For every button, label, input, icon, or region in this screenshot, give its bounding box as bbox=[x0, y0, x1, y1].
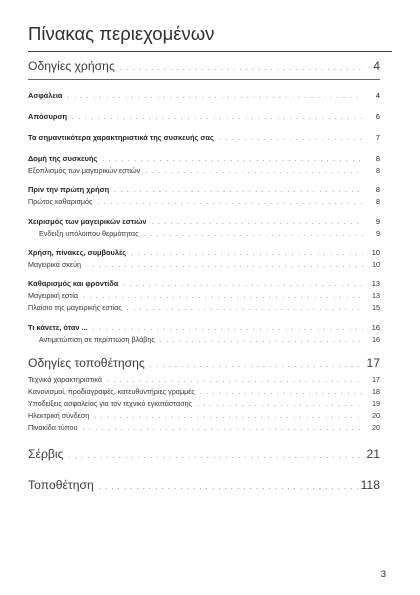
toc-leader-dots bbox=[152, 217, 363, 228]
toc-entry-label: Τεχνικά χαρακτηριστικά bbox=[28, 375, 103, 384]
toc-entry[interactable] bbox=[28, 184, 380, 196]
toc-leader-dots bbox=[94, 411, 363, 422]
toc-entry-label: Τα σημαντικότερα χαρακτηριστικά της συσκευής σας bbox=[28, 133, 214, 142]
toc-entry[interactable] bbox=[28, 278, 380, 290]
toc-entry-label: Πινακίδα τύπου bbox=[28, 423, 78, 432]
toc-leader-dots bbox=[72, 112, 363, 123]
toc-entry-page: 21 bbox=[366, 447, 380, 461]
toc-entry-page: 15 bbox=[372, 303, 380, 312]
toc-entry[interactable] bbox=[28, 446, 380, 465]
toc-entry-page: 4 bbox=[373, 59, 380, 73]
toc-leader-dots bbox=[82, 423, 363, 434]
toc-leader-dots bbox=[219, 133, 363, 144]
toc-entry[interactable] bbox=[28, 290, 380, 302]
toc-entry[interactable] bbox=[28, 322, 380, 334]
toc-leader-dots bbox=[93, 323, 363, 334]
toc-entry[interactable] bbox=[28, 477, 380, 496]
toc-leader-dots bbox=[99, 480, 358, 496]
toc-entry-page: 7 bbox=[375, 133, 380, 142]
toc-entry-label: Πρώτος καθαρισμός bbox=[28, 197, 93, 206]
toc-leader-dots bbox=[144, 229, 363, 240]
toc-entry[interactable] bbox=[28, 58, 380, 77]
toc-entry-label: Κανονισμοί, προδιαγραφές, κατευθυντήριες γραμμές bbox=[28, 387, 195, 396]
toc-entry-page: 8 bbox=[376, 197, 380, 206]
toc-entry[interactable] bbox=[28, 132, 380, 144]
toc-entry[interactable] bbox=[28, 386, 380, 398]
toc-entry-label: Μαγειρικά σκεύη bbox=[28, 260, 82, 269]
toc-entry[interactable] bbox=[28, 355, 380, 374]
toc-leader-dots bbox=[200, 387, 363, 398]
toc-leader-dots bbox=[131, 248, 363, 259]
page-title: Πίνακας περιεχομένων bbox=[28, 23, 215, 44]
toc-leader-dots bbox=[107, 375, 363, 386]
toc-leader-dots bbox=[114, 185, 363, 196]
toc-entry[interactable] bbox=[28, 196, 380, 208]
toc-entry-page: 17 bbox=[372, 375, 380, 384]
toc-entry-page: 17 bbox=[366, 356, 380, 370]
toc-leader-dots bbox=[123, 279, 363, 290]
toc-entry[interactable] bbox=[28, 334, 380, 346]
page-number: 3 bbox=[380, 569, 386, 580]
toc-entry-label: Πλαίσιο της μαγειρικής εστίας bbox=[28, 303, 122, 312]
toc-entry-label: Ενδειξη υπόλοιπου θερμότητας bbox=[39, 229, 139, 238]
toc-leader-dots bbox=[83, 291, 363, 302]
toc-entry-page: 20 bbox=[372, 423, 380, 432]
toc-entry-page: 9 bbox=[375, 217, 380, 226]
toc-entry-page: 4 bbox=[375, 91, 380, 100]
toc-entry-label: Οδηγίες τοποθέτησης bbox=[28, 356, 145, 370]
toc-entry[interactable] bbox=[28, 111, 380, 123]
toc-leader-dots bbox=[150, 358, 363, 374]
toc-entry-label: Καθαρισμός και φροντίδα bbox=[28, 279, 119, 288]
toc-leader-dots bbox=[102, 154, 363, 165]
toc-entry-label: Χρήση, πίνακες, συμβουλές bbox=[28, 248, 127, 257]
toc-entry[interactable] bbox=[28, 216, 380, 228]
toc-entry-label: Οδηγίες χρήσης bbox=[28, 59, 115, 73]
toc-entry-page: 8 bbox=[375, 154, 380, 163]
toc-entry-label: Αντιμετώπιση σε περίπτωση βλάβης bbox=[39, 335, 155, 344]
toc-leader-dots bbox=[69, 449, 364, 465]
toc-entry-page: 20 bbox=[372, 411, 380, 420]
toc-entry-page: 6 bbox=[375, 112, 380, 121]
toc-entry-page: 8 bbox=[376, 166, 380, 175]
toc-leader-dots bbox=[67, 91, 363, 102]
toc-entry-page: 13 bbox=[371, 279, 380, 288]
toc-entry-label: Τι κάνετε, όταν ... bbox=[28, 323, 88, 332]
toc-entry-page: 16 bbox=[372, 335, 380, 344]
toc-entry-page: 18 bbox=[372, 387, 380, 396]
toc-entry-label: Απόσυρση bbox=[28, 112, 68, 121]
toc-entry-label: Μαγειρική εστία bbox=[28, 291, 79, 300]
toc-leader-dots bbox=[120, 61, 363, 77]
toc-entry[interactable] bbox=[28, 228, 380, 240]
toc-entry-label: Τοποθέτηση bbox=[28, 478, 94, 492]
toc-entry-page: 19 bbox=[372, 399, 380, 408]
toc-entry-page: 13 bbox=[372, 291, 380, 300]
toc-entry[interactable] bbox=[28, 410, 380, 422]
toc-entry[interactable] bbox=[28, 165, 380, 177]
toc-entry[interactable] bbox=[28, 302, 380, 314]
toc-leader-dots bbox=[98, 197, 363, 208]
title-rule bbox=[28, 51, 392, 52]
toc-entry-page: 10 bbox=[372, 260, 380, 269]
section-rule bbox=[28, 79, 380, 80]
table-of-contents bbox=[28, 58, 380, 496]
toc-entry-label: Ηλεκτρική σύνδεση bbox=[28, 411, 90, 420]
toc-entry[interactable] bbox=[28, 398, 380, 410]
toc-entry-label: Υποδείξεις ασφαλείας για τον τεχνικό εγκατάστασης bbox=[28, 399, 193, 408]
toc-entry-page: 9 bbox=[376, 229, 380, 238]
toc-leader-dots bbox=[127, 303, 363, 314]
toc-entry[interactable] bbox=[28, 259, 380, 271]
toc-leader-dots bbox=[160, 335, 363, 346]
toc-entry-label: Ασφάλεια bbox=[28, 91, 63, 100]
toc-entry-page: 16 bbox=[371, 323, 380, 332]
toc-leader-dots bbox=[197, 399, 363, 410]
toc-entry[interactable] bbox=[28, 90, 380, 102]
toc-entry-label: Δομή της συσκευής bbox=[28, 154, 98, 163]
toc-entry[interactable] bbox=[28, 153, 380, 165]
toc-entry-page: 8 bbox=[375, 185, 380, 194]
toc-entry-label: Πριν την πρώτη χρήση bbox=[28, 185, 110, 194]
toc-leader-dots bbox=[145, 166, 363, 177]
toc-entry[interactable] bbox=[28, 247, 380, 259]
toc-entry-page: 118 bbox=[360, 478, 380, 492]
toc-entry-page: 10 bbox=[371, 248, 380, 257]
toc-leader-dots bbox=[86, 260, 363, 271]
toc-entry[interactable] bbox=[28, 374, 380, 386]
toc-entry-label: Εξοπλισμός των μαγειρικών εστιών bbox=[28, 166, 141, 175]
toc-entry-label: Σέρβις bbox=[28, 447, 64, 461]
toc-entry[interactable] bbox=[28, 422, 380, 434]
toc-entry-label: Χειρισμός των μαγειρικών εστιών bbox=[28, 217, 147, 226]
